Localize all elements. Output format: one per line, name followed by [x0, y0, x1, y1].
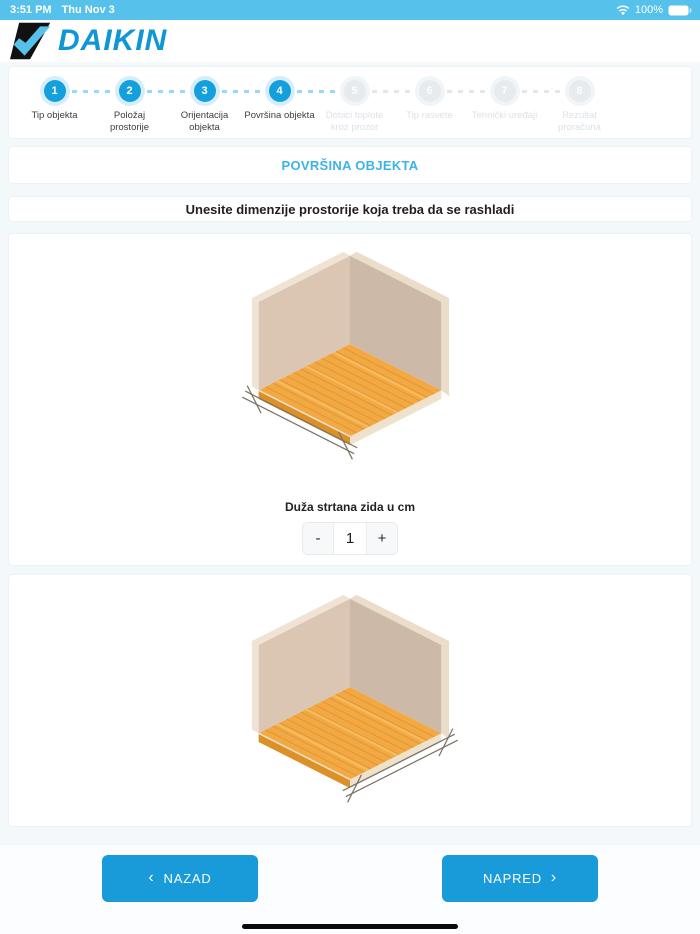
chevron-right-icon: ›: [550, 869, 558, 886]
step-number-badge: 1: [44, 80, 66, 102]
step-number-badge: 4: [269, 80, 291, 102]
stepper-step-8[interactable]: [542, 80, 617, 135]
short-wall-card: [8, 574, 692, 827]
next-button[interactable]: [442, 855, 598, 902]
instruction-card: [8, 196, 692, 222]
stepper-connector: [72, 90, 113, 93]
stepper-step-6[interactable]: [392, 80, 467, 135]
battery-percent: 100%: [634, 4, 663, 16]
step-number-badge: 5: [344, 80, 366, 102]
battery-icon: [668, 5, 692, 16]
step-number-badge: 2: [119, 80, 141, 102]
app-header: [0, 20, 700, 62]
step-number-badge: 7: [494, 80, 516, 102]
stepper-connector: [447, 90, 488, 93]
instruction-text: Unesite dimenzije prostorije koja treba da se rashladi: [185, 201, 515, 217]
step-label: Tip rasvete: [406, 110, 453, 121]
step-label: Tip objekta: [31, 110, 78, 121]
status-date: Thu Nov 3: [61, 4, 115, 16]
stepper-step-7[interactable]: [467, 80, 542, 135]
step-label: Površina objekta: [244, 110, 315, 121]
progress-stepper: [8, 66, 692, 139]
stepper-connector: [372, 90, 413, 93]
dimension-label: Duža strtana zida u cm: [284, 500, 416, 514]
step-number-badge: 8: [569, 80, 591, 102]
stepper-step-2[interactable]: [92, 80, 167, 135]
chevron-left-icon: ‹: [148, 869, 155, 886]
room-short-wall-illustration: [215, 591, 485, 817]
stepper-step-5[interactable]: [317, 80, 392, 135]
stepper-step-4[interactable]: [242, 80, 317, 135]
quantity-stepper: [302, 522, 398, 555]
increment-button[interactable]: +: [367, 523, 397, 554]
status-time: 3:51 PM: [10, 4, 52, 16]
back-button[interactable]: [102, 855, 258, 902]
stepper-connector: [147, 90, 188, 93]
long-wall-card: [8, 233, 692, 566]
step-label: Položaj prostorije: [109, 110, 150, 134]
stepper-connector: [297, 90, 338, 93]
step-number-badge: 3: [194, 80, 216, 102]
quantity-value[interactable]: 1: [333, 523, 367, 554]
decrement-button[interactable]: -: [303, 523, 333, 554]
section-title-card: [8, 146, 692, 184]
content: [0, 62, 700, 845]
step-label: Tehnički uređaji: [471, 110, 538, 121]
page-title: POVRŠINA OBJEKTA: [281, 157, 419, 173]
daikin-logo-mark: [10, 22, 52, 60]
back-button-label: NAZAD: [163, 871, 212, 886]
stepper-step-3[interactable]: [167, 80, 242, 135]
footer-nav: [0, 845, 700, 934]
step-label: Orijentacija objekta: [180, 110, 229, 134]
stepper-connector: [222, 90, 263, 93]
step-label: Dobici toplote kroz prozor: [325, 110, 384, 134]
step-number-badge: 6: [419, 80, 441, 102]
stepper-connector: [522, 90, 563, 93]
daikin-logo: [10, 22, 167, 60]
status-bar: [0, 0, 700, 20]
stepper-step-1[interactable]: [17, 80, 92, 135]
room-long-wall-illustration: [215, 248, 485, 474]
daikin-wordmark: DAIKIN: [58, 24, 168, 57]
wifi-icon: [616, 5, 630, 16]
next-button-label: NAPRED: [482, 871, 542, 886]
home-indicator[interactable]: [242, 924, 458, 929]
step-label: Rezultat proračuna: [558, 110, 601, 134]
